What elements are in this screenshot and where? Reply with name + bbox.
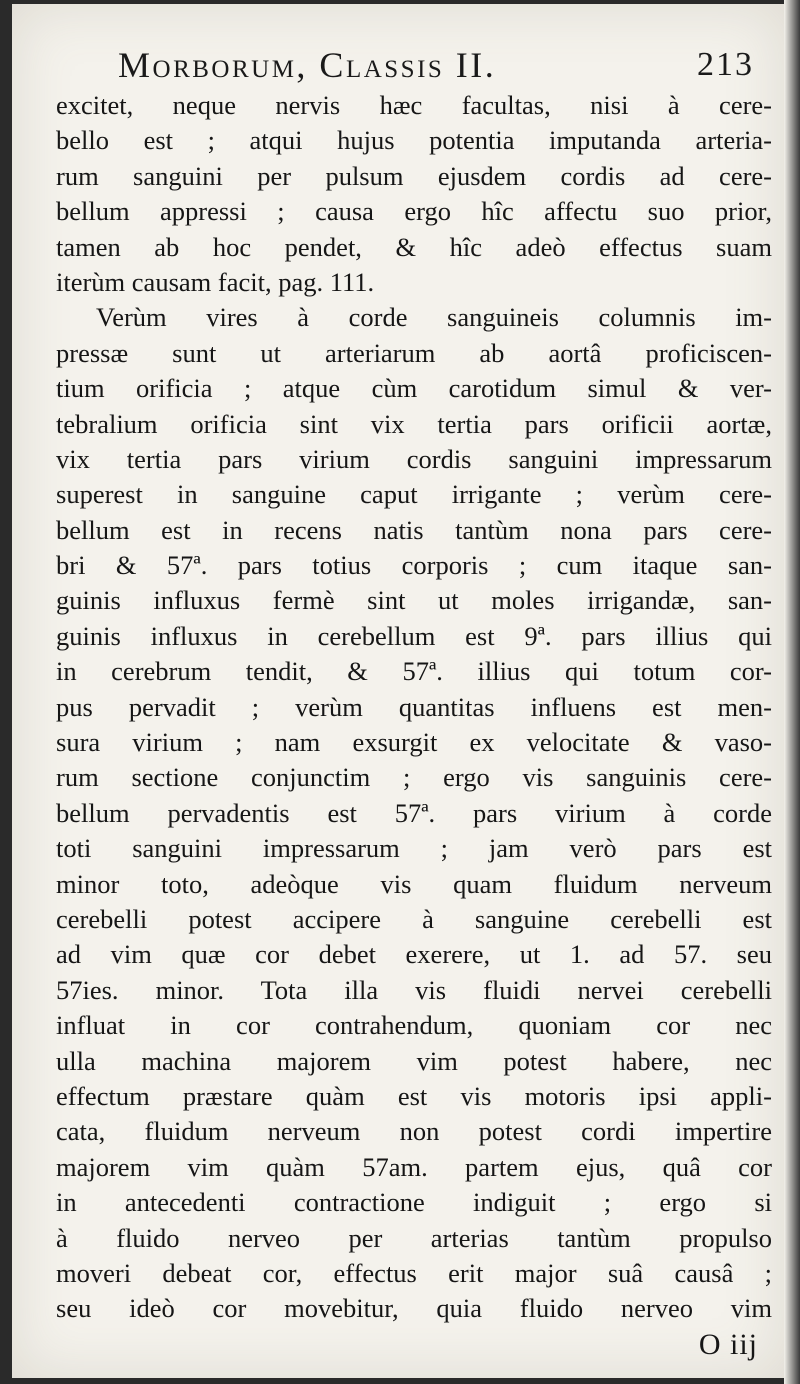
text-line: vix tertia pars virium cordis sanguini impressarum [56,443,772,474]
text-line: toti sanguini impressarum ; jam verò pars est [56,833,772,864]
text-line: ad vim quæ cor debet exerere, ut 1. ad 57. seu [56,939,772,970]
text-line: effectum præstare quàm est vis motoris ipsi appli- [56,1080,772,1111]
body-text [56,88,772,1327]
text-line: bellum est in recens natis tantùm nona pars cere- [56,514,772,545]
text-line: cerebelli potest accipere à sanguine cerebelli est [56,903,772,934]
page-edge-shadow [784,0,800,1384]
text-line: bellum appressi ; causa ergo hîc affectu suo prior, [56,196,772,227]
text-line: majorem vim quàm 57am. partem ejus, quâ cor [56,1151,772,1182]
text-line: sura virium ; nam exsurgit ex velocitate & vaso- [56,727,772,758]
text-line: moveri debeat cor, effectus erit major suâ causâ ; [56,1257,772,1288]
text-line: bello est ; atqui hujus potentia imputanda arteria- [56,125,772,156]
text-line: guinis influxus fermè sint ut moles irrigandæ, san- [56,585,772,616]
text-line: influat in cor contrahendum, quoniam cor nec [56,1010,772,1041]
page-number: 213 [697,46,754,83]
text-line: tium orificia ; atque cùm carotidum simul & ver- [56,373,772,404]
text-line: tamen ab hoc pendet, & hîc adeò effectus suam [56,231,772,262]
text-line: pus pervadit ; verùm quantitas influens est men- [56,691,772,722]
text-line: excitet, neque nervis hæc facultas, nisi à cere- [56,90,772,120]
text-line: bri & 57ª. pars totius corporis ; cum itaque san- [56,550,772,581]
signature-mark: O iij [698,1328,758,1361]
text-line: in antecedenti contractione indiguit ; ergo si [56,1187,772,1218]
text-line: guinis influxus in cerebellum est 9ª. pars illius qui [56,620,772,651]
text-line: rum sanguini per pulsum ejusdem cordis ad cere- [56,160,772,191]
running-title: Morborum, Classis II. [118,45,497,85]
text-line: superest in sanguine caput irrigante ; verùm cere- [56,479,772,510]
text-line: ulla machina majorem vim potest habere, nec [56,1045,772,1076]
running-head [118,44,768,94]
text-line: cata, fluidum nerveum non potest cordi impertire [56,1116,772,1147]
text-line: seu ideò cor movebitur, quia fluido nerveo vim [56,1293,772,1324]
text-line: rum sectione conjunctim ; ergo vis sanguinis cere- [56,762,772,793]
text-line: iterùm causam facit, pag. 111. [56,266,375,297]
text-line: minor toto, adeòque vis quam fluidum nerveum [56,868,772,899]
text-line: in cerebrum tendit, & 57ª. illius qui totum cor- [56,656,772,687]
text-line: bellum pervadentis est 57ª. pars virium à corde [56,797,772,828]
text-line: Verùm vires à corde sanguineis columnis im- [96,302,772,333]
text-line: pressæ sunt ut arteriarum ab aortâ proficiscen- [56,337,772,368]
text-line: à fluido nerveo per arterias tantùm propulso [56,1222,772,1253]
text-line: tebralium orificia sint vix tertia pars orificii aortæ, [56,408,772,439]
text-line: 57ies. minor. Tota illa vis fluidi nervei cerebelli [56,974,772,1005]
